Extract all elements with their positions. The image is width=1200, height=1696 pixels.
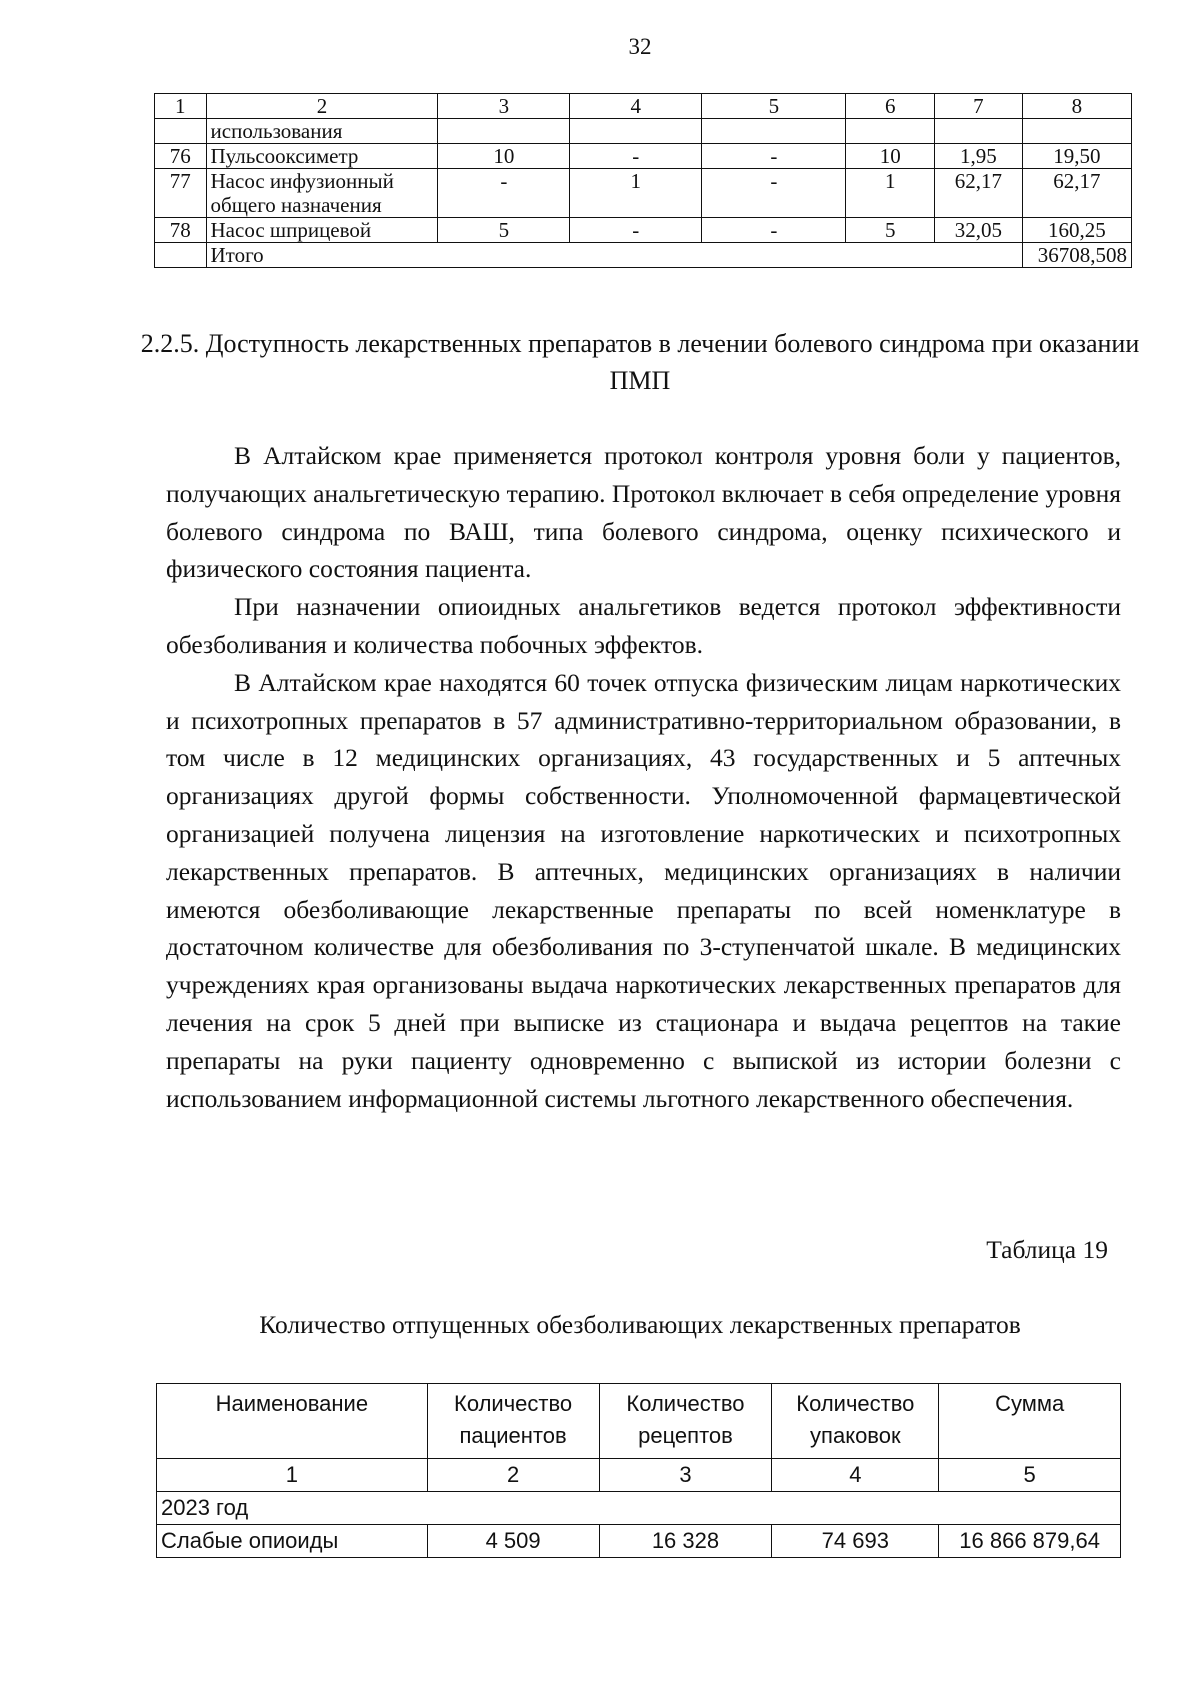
cell: 16 328 — [599, 1525, 772, 1558]
year-row — [157, 1492, 1121, 1525]
cell: - — [570, 144, 702, 169]
cell — [570, 119, 702, 144]
cell: Пульсооксиметр — [206, 144, 438, 169]
cell: 74 693 — [772, 1525, 939, 1558]
cell — [935, 119, 1023, 144]
total-row — [155, 243, 1132, 268]
column-number-row — [157, 1459, 1121, 1492]
col-header: Количество упаковок — [772, 1384, 939, 1459]
table-row — [155, 144, 1132, 169]
section-heading: 2.2.5. Доступность лекарственных препаратов в лечении болевого синдрома при оказании ПМП — [140, 329, 1140, 395]
cell: 5 — [846, 218, 935, 243]
col-header: 6 — [846, 94, 935, 119]
table-header-row — [155, 94, 1132, 119]
cell: 62,17 — [935, 169, 1023, 218]
painkillers-table — [156, 1383, 1121, 1558]
cell: 76 — [155, 144, 207, 169]
table-row — [155, 119, 1132, 144]
table-label: Таблица 19 — [986, 1235, 1108, 1264]
cell: Слабые опиоиды — [157, 1525, 428, 1558]
col-header: Сумма — [939, 1384, 1121, 1459]
cell — [846, 119, 935, 144]
table-row — [157, 1525, 1121, 1558]
cell — [1022, 119, 1131, 144]
cell: Насос шприцевой — [206, 218, 438, 243]
cell: 16 866 879,64 — [939, 1525, 1121, 1558]
table-header-row — [157, 1384, 1121, 1459]
table-row — [155, 169, 1132, 218]
paragraph: При назначении опиоидных анальгетиков ведется протокол эффективности обезболивания и количества побочных эффектов. — [166, 592, 1121, 659]
col-header: Количество пациентов — [427, 1384, 599, 1459]
table-title: Количество отпущенных обезболивающих лекарственных препаратов — [259, 1310, 1021, 1339]
cell — [155, 119, 207, 144]
col-header: 1 — [155, 94, 207, 119]
cell — [702, 119, 846, 144]
cell: - — [702, 169, 846, 218]
cell — [155, 243, 207, 268]
paragraph: В Алтайском крае находятся 60 точек отпуска физическим лицам наркотических и психотропных препаратов в 57 административно-территориальном образовании, в том числе в 12 медицинских организациях, 43 государственных и 5 аптечных организациях другой формы собственности. Уполномоченной фармацевтической организацией получена лицензия на изготовление наркотических и психотропных лекарственных препаратов. В аптечных, медицинских организациях в наличии имеются обезболивающие лекарственные препараты по всей номенклатуре в достаточном количестве для обезболивания по 3-ступенчатой шкале. В медицинских учреждениях края организованы выдача наркотических лекарственных препаратов для лечения на срок 5 дней при выписке из стационара и выдача рецептов на такие препараты на руки пациенту одновременно с выпиской из истории болезни с использованием информационной системы льготного лекарственного обеспечения. — [166, 667, 1121, 1113]
total-value: 36708,508 — [1022, 243, 1131, 268]
cell: 32,05 — [935, 218, 1023, 243]
col-header: Наименование — [157, 1384, 428, 1459]
cell: 78 — [155, 218, 207, 243]
cell: 5 — [438, 218, 570, 243]
cell: 3 — [599, 1459, 772, 1492]
cell: Насос инфузионный общего назначения — [206, 169, 438, 218]
col-header: 4 — [570, 94, 702, 119]
cell: 77 — [155, 169, 207, 218]
cell: 10 — [846, 144, 935, 169]
cell: 62,17 — [1022, 169, 1131, 218]
cell: 2 — [427, 1459, 599, 1492]
col-header: 8 — [1022, 94, 1131, 119]
equipment-table — [154, 93, 1132, 268]
cell: 160,25 — [1022, 218, 1131, 243]
body-text — [166, 437, 1121, 1117]
col-header: 5 — [702, 94, 846, 119]
col-header: 3 — [438, 94, 570, 119]
year-label: 2023 год — [157, 1492, 1121, 1525]
table-row — [155, 218, 1132, 243]
cell: использования — [206, 119, 438, 144]
cell: - — [570, 218, 702, 243]
cell: 4 — [772, 1459, 939, 1492]
cell: - — [702, 218, 846, 243]
col-header: 2 — [206, 94, 438, 119]
col-header: Количество рецептов — [599, 1384, 772, 1459]
cell: - — [702, 144, 846, 169]
page-number: 32 — [628, 34, 652, 59]
cell: - — [438, 169, 570, 218]
cell: 1 — [570, 169, 702, 218]
cell: 19,50 — [1022, 144, 1131, 169]
cell — [438, 119, 570, 144]
total-label: Итого — [206, 243, 1022, 268]
cell: 4 509 — [427, 1525, 599, 1558]
cell: 1 — [157, 1459, 428, 1492]
col-header: 7 — [935, 94, 1023, 119]
cell: 5 — [939, 1459, 1121, 1492]
cell: 10 — [438, 144, 570, 169]
paragraph: В Алтайском крае применяется протокол контроля уровня боли у пациентов, получающих анальгетическую терапию. Протокол включает в себя определение уровня болевого синдрома по ВАШ, типа болевого синдрома, оценку психического и физического состояния пациента. — [166, 441, 1121, 584]
cell: 1,95 — [935, 144, 1023, 169]
cell: 1 — [846, 169, 935, 218]
